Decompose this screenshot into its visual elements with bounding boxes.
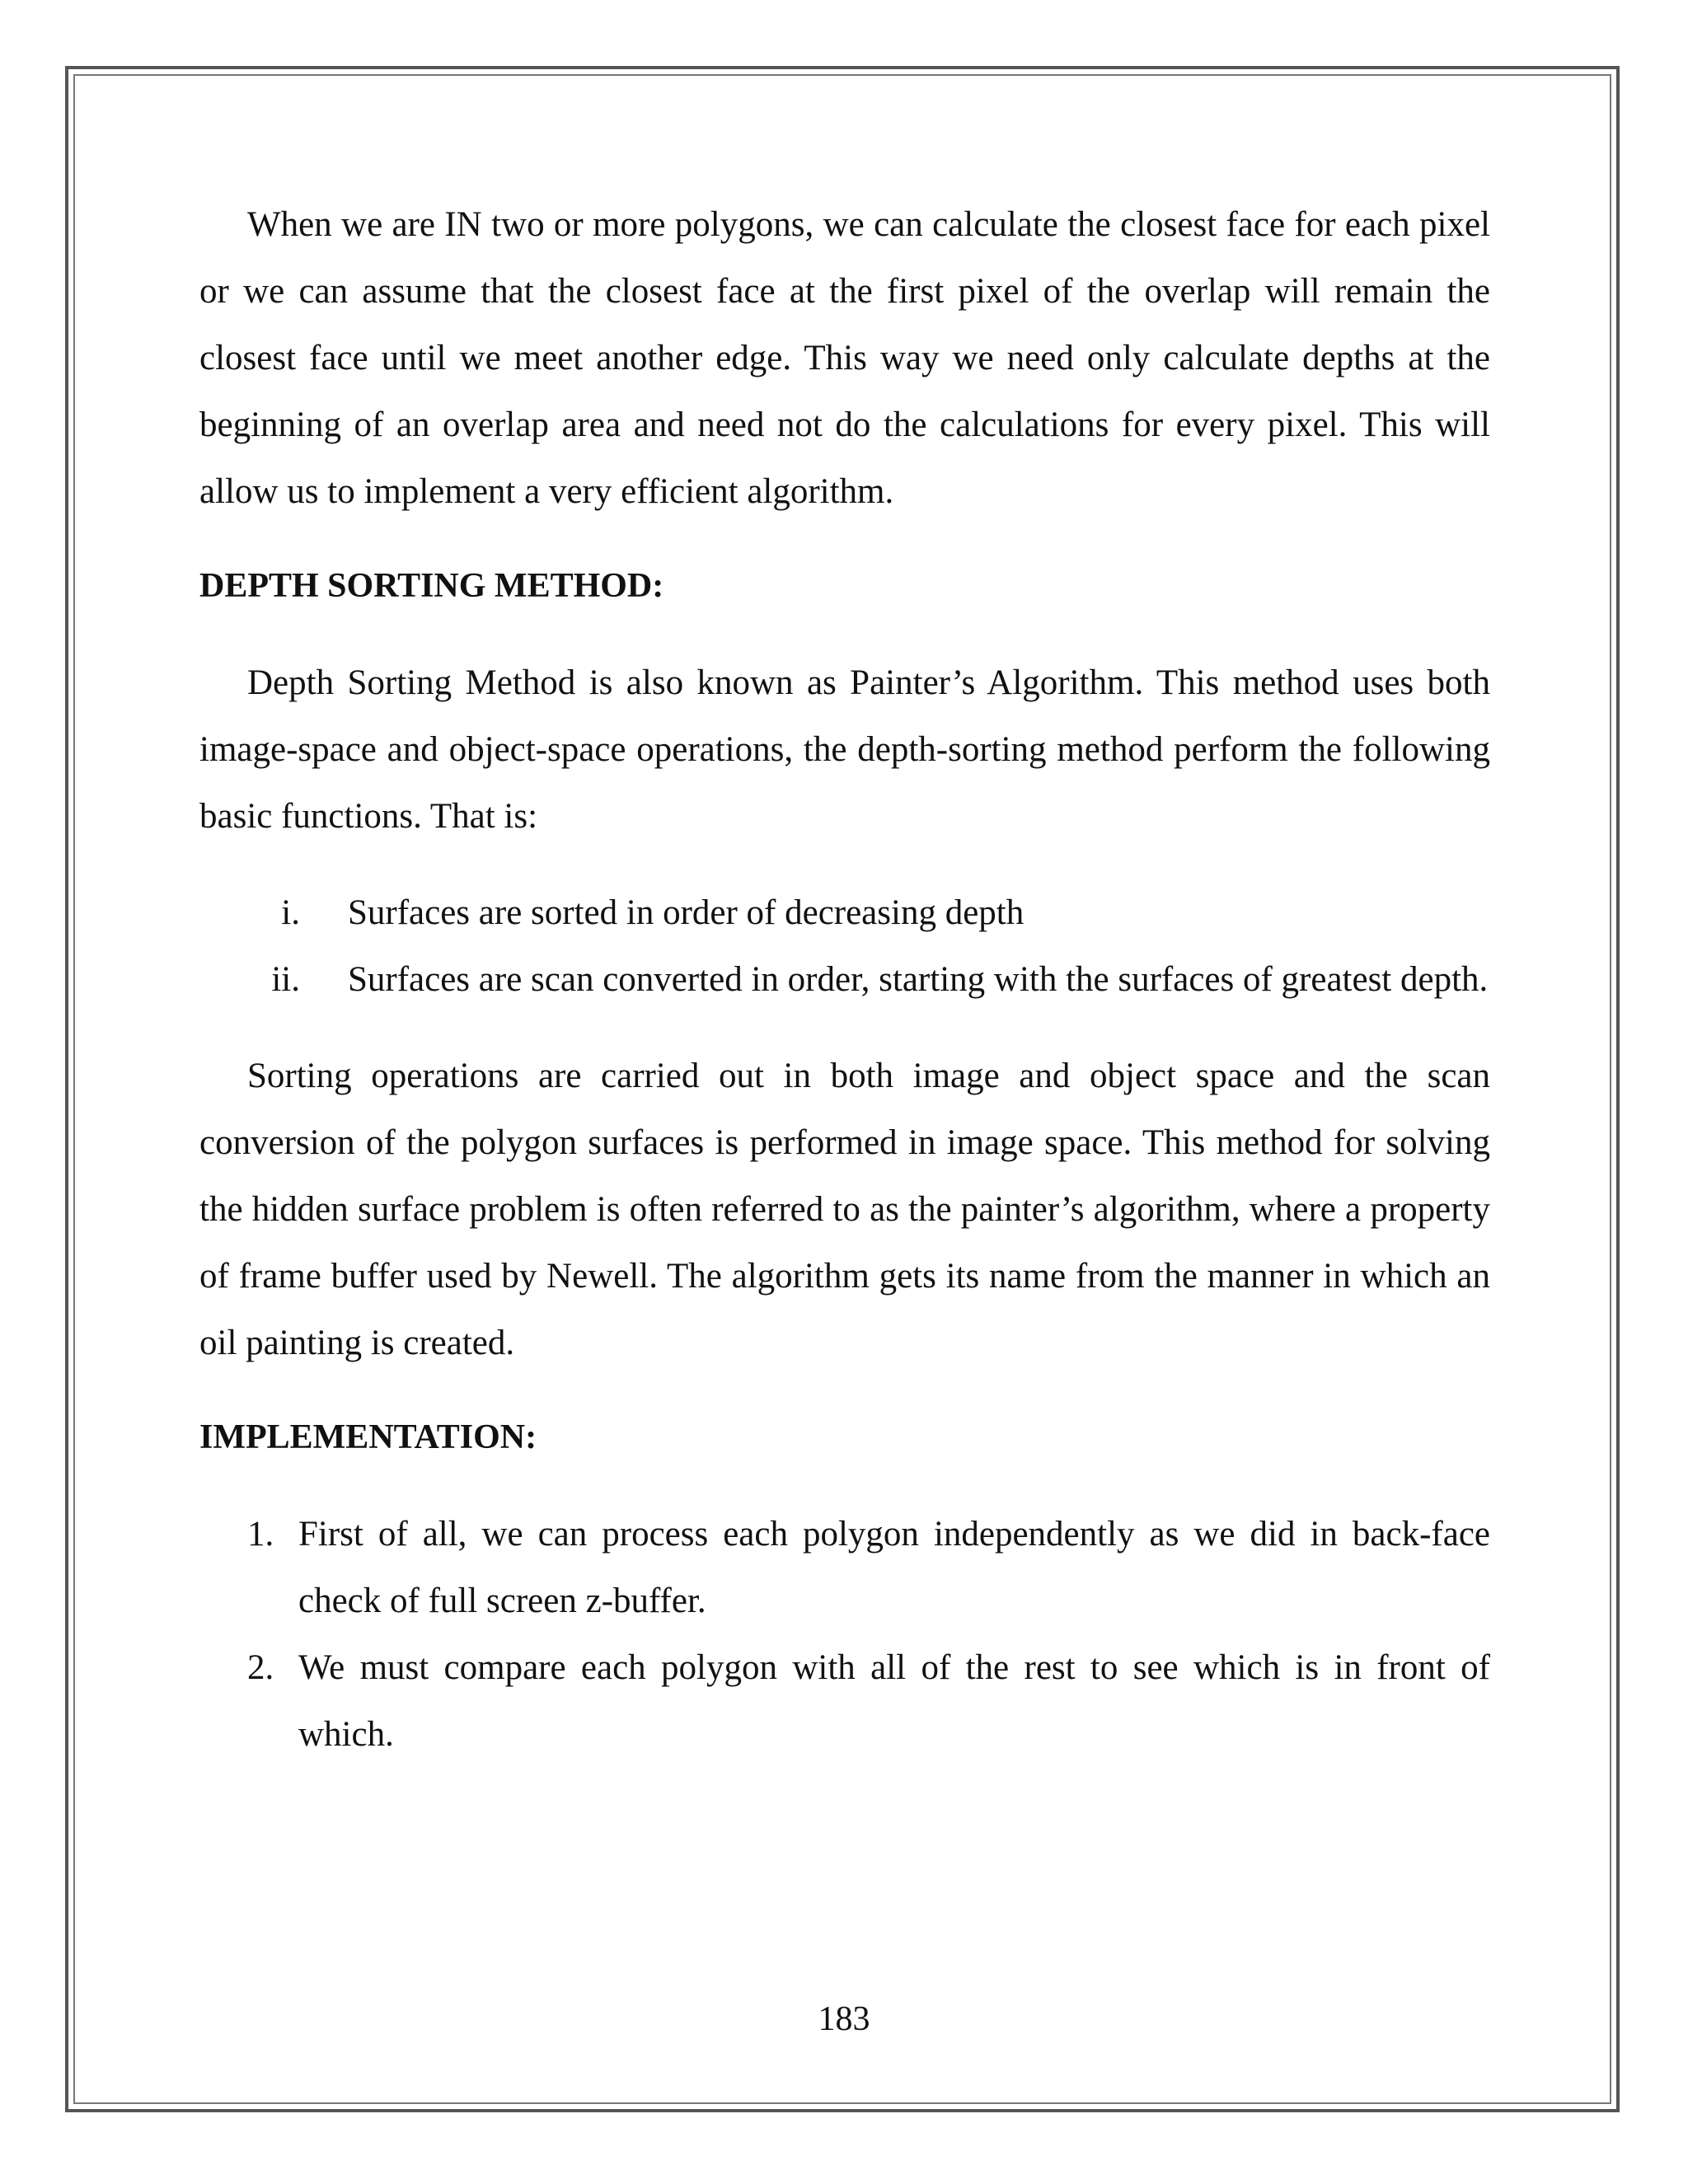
- list-item: [199, 946, 1490, 1013]
- list-item-text: First of all, we can process each polygon independently as we did in back-face check of full screen z-buffer.: [298, 1515, 1490, 1620]
- depth-sorting-heading: DEPTH SORTING METHOD:: [199, 567, 664, 605]
- page-number: 183: [818, 2000, 870, 2038]
- list-item-text: Surfaces are sorted in order of decreasing depth: [348, 893, 1025, 932]
- list-item: [199, 1501, 1490, 1634]
- list-item-text: We must compare each polygon with all of the rest to see which is in front of which.: [298, 1648, 1490, 1754]
- list-item: [199, 879, 1490, 946]
- intro-paragraph: When we are IN two or more polygons, we can calculate the closest face for each pixel or we can assume that the closest face at the first pixel of the overlap will remain the closest face until we meet another edge. This way we need only calculate depths at the beginning of an overlap area and need not do the calculations for every pixel. This will allow us to implement a very efficient algorithm.: [199, 205, 1490, 511]
- depth-sorting-paragraph-2: Sorting operations are carried out in both image and object space and the scan conversion of the polygon surfaces is performed in image space. This method for solving the hidden surface problem is often referred to as the painter’s algorithm, where a property of frame buffer used by Newell. The algorithm gets its name from the manner in which an oil painting is created.: [199, 1057, 1490, 1362]
- page-content: [199, 191, 1490, 1768]
- implementation-steps: [199, 1501, 1490, 1768]
- list-marker: ii.: [271, 960, 300, 999]
- implementation-heading: IMPLEMENTATION:: [199, 1418, 537, 1456]
- list-marker: 1.: [247, 1515, 274, 1554]
- list-item-text: Surfaces are scan converted in order, starting with the surfaces of greatest depth.: [348, 960, 1489, 999]
- depth-sorting-paragraph: Depth Sorting Method is also known as Painter’s Algorithm. This method uses both image-space and object-space operations, the depth-sorting method perform the following basic functions. That is:: [199, 663, 1490, 836]
- list-marker: i.: [281, 893, 300, 932]
- list-marker: 2.: [247, 1648, 274, 1687]
- depth-sorting-steps: [199, 879, 1490, 1013]
- list-item: [199, 1634, 1490, 1768]
